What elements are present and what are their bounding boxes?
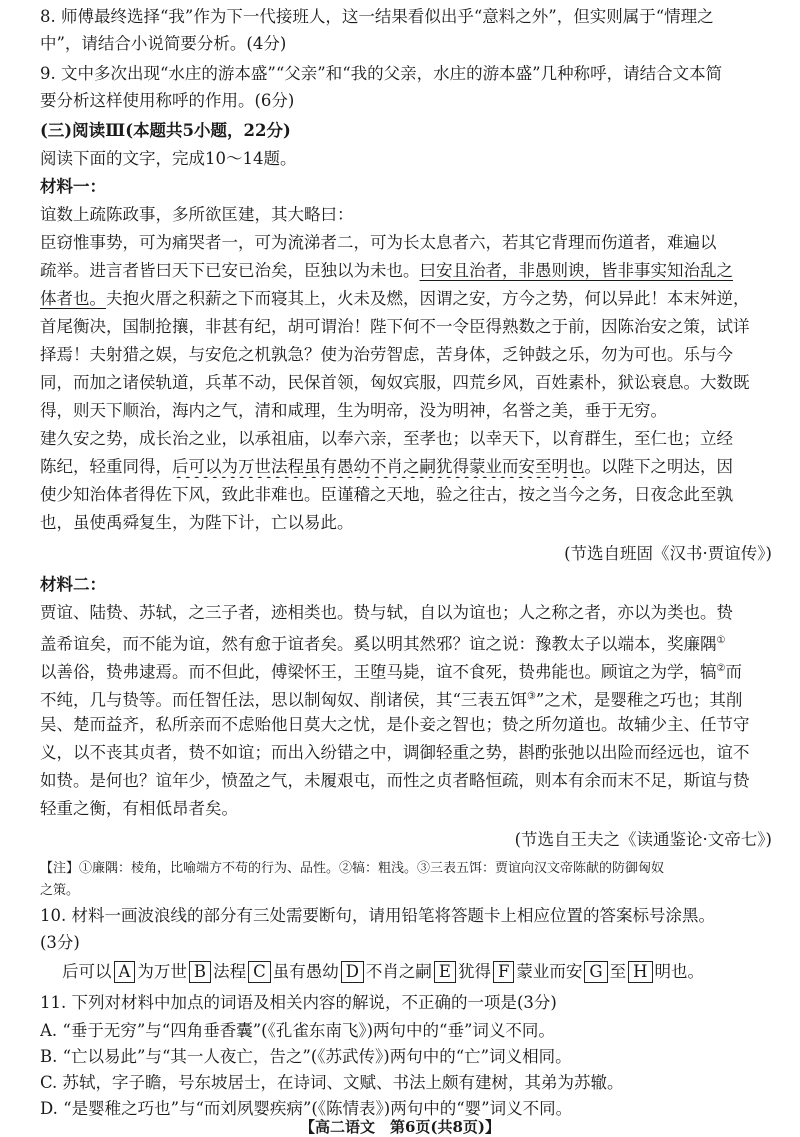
option-box-h[interactable]: H bbox=[628, 961, 652, 983]
question-8-line1: 8. 师傅最终选择“我”作为下一代接班人，这一结果看似出乎“意料之外”，但实则属于“情理之 bbox=[40, 7, 714, 26]
option-text: 蒙业而安 bbox=[516, 962, 583, 981]
text-segment: 陈纪，轻重同得， bbox=[40, 457, 172, 476]
option-box-e[interactable]: E bbox=[434, 961, 456, 983]
question-10-options bbox=[62, 961, 772, 983]
underlined-sentence: 曰安且治者，非愚则谀，皆非事实知治乱之 bbox=[419, 261, 733, 280]
material-2-line bbox=[40, 686, 772, 712]
material-1-line: 择焉！夫射猎之娱，与安危之机孰急？使为治劳智虑，苦身体，乏钟鼓之乐，勿为可也。乐与今 bbox=[40, 345, 733, 364]
question-10-line2: (3分) bbox=[40, 933, 80, 952]
option-box-g[interactable]: G bbox=[584, 961, 607, 983]
underlined-sentence: 体者也。 bbox=[40, 289, 106, 308]
text-segment: 也，虽使禹舜复生，为陛下计， bbox=[40, 513, 271, 532]
material-1-line: 同，而加之诸侯轨道，兵革不动，民保首领，匈奴宾服，四荒乡风，百姓素朴，狱讼衰息。大数既 bbox=[40, 373, 750, 392]
question-11-option-b[interactable]: B. “亡以易此”与“其一人夜亡，告之”(《苏武传》)两句中的“亡”词义相同。 bbox=[40, 1047, 572, 1066]
text-segment: 夫抱火厝之积薪之下而寝其上，火未及燃，因谓之安，方今之势，何以异此！本末舛逆， bbox=[106, 289, 750, 308]
dotted-word-wang: 亡 bbox=[271, 513, 288, 532]
reading-instruction: 阅读下面的文字，完成10～14题。 bbox=[40, 149, 297, 168]
material-1-line: 首尾衡决，国制抢攘，非甚有纪，胡可谓治！陛下何不一令臣得熟数之于前，因陈治安之策，试详 bbox=[40, 317, 750, 336]
material-1-line bbox=[40, 288, 772, 310]
footnote-line: 之策。 bbox=[40, 883, 80, 898]
material-1-line bbox=[40, 512, 772, 534]
material-1-line: 建久安之势，成长治之业，以承祖庙，以奉六亲，至孝也；以幸天下，以育群生，至仁也；立经 bbox=[40, 429, 733, 448]
material-2-heading: 材料二： bbox=[40, 575, 106, 594]
footnote-line: 【注】①廉隅：棱角，比喻端方不苟的行为、品性。②犒：粗浅。③三表五饵：贾谊向汉文帝陈献的防御匈奴 bbox=[40, 861, 665, 876]
question-9-line2: 要分析这样使用称呼的作用。(6分) bbox=[40, 91, 295, 110]
material-2-line bbox=[40, 630, 772, 656]
text-segment: ”之术，是婴稚之巧也；其削 bbox=[535, 690, 743, 710]
material-1-line bbox=[40, 456, 772, 478]
material-2-line: 吴、楚而益齐，私所亲而不虑贻他日莫大之忧，是仆妾之智也；贽之所勿道也。故辅少主、任节守 bbox=[40, 715, 750, 734]
wavy-underlined-sentence: 后可以为万世法程虽有愚幼不肖之嗣犹得蒙业而安至明也 bbox=[172, 457, 585, 476]
section-3-heading: (三)阅读Ⅲ(本题共5小题，22分) bbox=[40, 121, 291, 140]
material-1-line: 臣窃惟事势，可为痛哭者一，可为流涕者二，可为长太息者六，若其它背理而伤道者，难遍以 bbox=[40, 233, 717, 252]
material-2-line: 贾谊、陆贽、苏轼，之三子者，迹相类也。贽与轼，自以为谊也；人之称之者，亦以为类也。贽 bbox=[40, 603, 733, 622]
question-11-option-c[interactable]: C. 苏轼，字子瞻，号东坡居士，在诗词、文赋、书法上颇有建树，其弟为苏辙。 bbox=[40, 1073, 624, 1092]
dotted-word-chui: 垂 bbox=[584, 401, 601, 420]
option-box-c[interactable]: C bbox=[248, 961, 271, 983]
material-1-line bbox=[40, 400, 772, 422]
material-2-line: 轻重之衡，有相低昂者矣。 bbox=[40, 799, 238, 818]
question-11-stem: 11. 下列对材料中加点的词语及相关内容的解说，不正确的一项是(3分) bbox=[40, 993, 557, 1012]
text-segment: 疏举。进言者皆曰天下已安已治矣，臣独以为未也。 bbox=[40, 261, 420, 280]
text-segment: 盖希谊矣，而不能为谊，然有愈于谊者矣。奚以明其然邪？谊之说：豫教太子以端本，奖廉隅 bbox=[40, 634, 717, 654]
option-text: 虽有愚幼 bbox=[272, 962, 339, 981]
source-citation-1: (节选自班固《汉书·贾谊传》) bbox=[564, 544, 772, 563]
footnote-marker: ③ bbox=[526, 691, 536, 702]
material-1-line: 使少知治体者得佐下风，致此非难也。臣谨稽之天地，验之往古，按之当今之务，日夜念此至孰 bbox=[40, 485, 733, 504]
footnote-marker: ① bbox=[716, 635, 726, 646]
option-text: 明也。 bbox=[654, 962, 704, 981]
question-10-line1: 10. 材料一画波浪线的部分有三处需要断句，请用铅笔将答题卡上相应位置的答案标号涂黑。 bbox=[40, 906, 715, 925]
source-citation-2: (节选自王夫之《读通鉴论·文帝七》) bbox=[514, 830, 772, 849]
material-1-line bbox=[40, 260, 772, 282]
option-text: 犹得 bbox=[457, 962, 491, 981]
text-segment: 以易此。 bbox=[287, 513, 354, 532]
footnote-marker: ② bbox=[716, 663, 726, 674]
text-segment: 以善俗，贽弗逮焉。而不但此，傅梁怀王，王堕马毙，谊不食死，贽弗能也。顾谊之为学，犒 bbox=[40, 662, 717, 682]
text-segment: 。以陛下之明达，因 bbox=[584, 457, 733, 476]
page-footer: 【高二语文 第6页(共8页)】 bbox=[299, 1118, 501, 1136]
question-9-line1: 9. 文中多次出现“水庄的游本盛”“父亲”和“我的父亲，水庄的游本盛”几种称呼，请结合文本简 bbox=[40, 64, 723, 83]
option-box-a[interactable]: A bbox=[114, 961, 136, 983]
option-box-f[interactable]: F bbox=[493, 961, 514, 983]
question-11-option-d[interactable]: D. “是婴稚之巧也”与“而刘夙婴疾病”(《陈情表》)两句中的“婴”词义不同。 bbox=[40, 1099, 573, 1118]
option-text: 为万世 bbox=[137, 962, 187, 981]
option-text: 法程 bbox=[213, 962, 247, 981]
question-8-line2: 中”，请结合小说简要分析。(4分) bbox=[40, 34, 287, 53]
text-segment: 而 bbox=[725, 662, 742, 682]
material-1-line: 谊数上疏陈政事，多所欲匡建，其大略曰： bbox=[40, 205, 354, 224]
text-segment: 得，则天下顺治，海内之气，清和咸理，生为明帝，没为明神，名誉之美， bbox=[40, 401, 585, 420]
option-box-d[interactable]: D bbox=[341, 961, 364, 983]
option-text: 后可以 bbox=[62, 962, 112, 981]
material-2-line bbox=[40, 658, 772, 684]
option-text: 至 bbox=[609, 962, 627, 981]
material-1-heading: 材料一： bbox=[40, 177, 106, 196]
option-box-b[interactable]: B bbox=[189, 961, 211, 983]
material-2-line: 如贽。是何也？谊年少，愤盈之气，未履艰屯，而性之贞者略恒疏，则本有余而末不足，斯谊与贽 bbox=[40, 771, 750, 790]
material-2-line: 义，以不丧其贞者，贽不如谊；而出入纷错之中，调御轻重之势，斟酌张弛以出险而经远也，谊不 bbox=[40, 743, 750, 762]
text-segment: 不纯，几与贽等。而任智任法，思以制匈奴、削诸侯，其“三表五饵 bbox=[40, 690, 527, 710]
option-text: 不肖之嗣 bbox=[365, 962, 432, 981]
text-segment: 于无穷。 bbox=[601, 401, 667, 420]
question-11-option-a[interactable]: A. “垂于无穷”与“四角垂香囊”(《孔雀东南飞》)两句中的“垂”词义不同。 bbox=[40, 1021, 555, 1040]
